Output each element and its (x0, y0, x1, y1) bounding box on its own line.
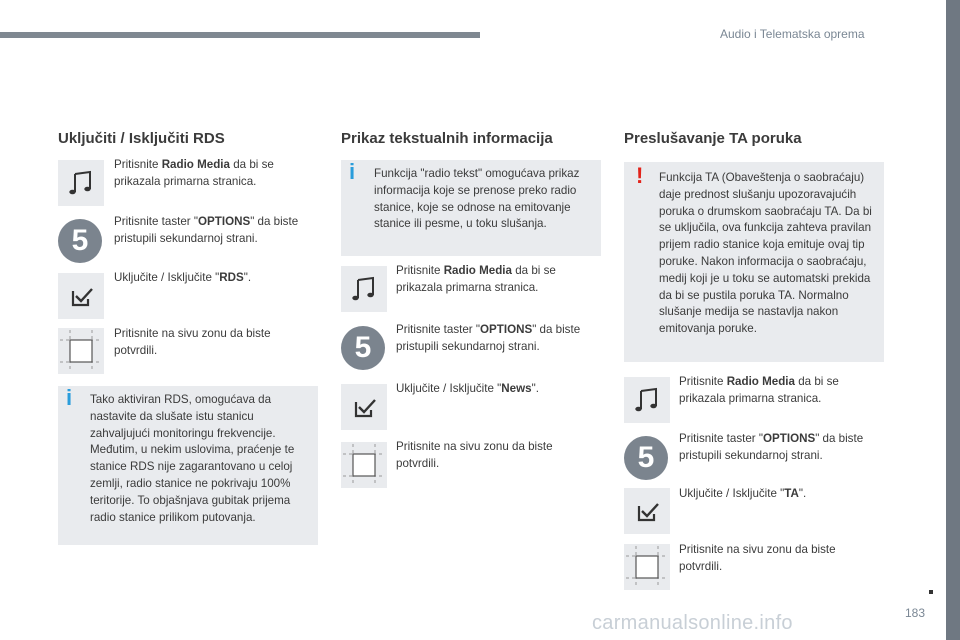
col3-step-number-badge: 5 (624, 436, 668, 480)
col1-toggle-icon-box (58, 273, 104, 319)
music-note-icon (66, 168, 96, 198)
col2-info-box (341, 160, 601, 256)
grey-zone-frame-icon (341, 442, 387, 488)
col1-step3-text: Uključite / Isključite "RDS". (114, 271, 252, 284)
col2-media-icon-box (341, 266, 387, 312)
col2-confirm-icon-box (341, 442, 387, 488)
col1-media-icon-box (58, 160, 104, 206)
col3-toggle-icon-box (624, 488, 670, 534)
col2-info-text: Funkcija "radio tekst" omogućava prikaz informacija koje se prenose preko radio stanice, koje se odnose na emitovanje stanice ili pesme, u toku slušanja. (374, 167, 580, 231)
col3-heading: Preslušavanje TA poruka (624, 130, 802, 147)
col3-step1-text: Pritisnite Radio Media da bi se prikazala primarna stranica. (679, 375, 839, 405)
col3-warning-box (624, 162, 884, 362)
info-icon: i (349, 159, 356, 184)
col1-step1-text: Pritisnite Radio Media da bi se prikazala primarna stranica. (114, 158, 274, 188)
col2-step4-text: Pritisnite na sivu zonu da biste potvrdili. (396, 440, 553, 470)
checkbox-check-icon (632, 496, 662, 526)
col1-step2-text: Pritisnite taster "OPTIONS" da biste pristupili sekundarnoj strani. (114, 215, 299, 245)
watermark: carmanualsonline.info (592, 612, 793, 634)
col3-step2-text: Pritisnite taster "OPTIONS" da biste pristupili sekundarnoj strani. (679, 432, 864, 462)
grey-zone-frame-icon (624, 544, 670, 590)
col2-heading: Prikaz tekstualnih informacija (341, 130, 553, 147)
col2-toggle-icon-box (341, 384, 387, 430)
col1-info-text: Tako aktiviran RDS, omogućava da nastavite da slušate istu stanicu zahvaljujući monitoringu frekvencije. Međutim, u nekim uslovima, praćenje te stanice RDS nije zagarantovano u celoj zemlji, radio stanice ne pokrivaju 100% teritorije. To objašnjava gubitak prijema radio stanice prilikom putovanja. (90, 393, 295, 524)
top-divider-bar (0, 32, 480, 38)
col1-info-box (58, 386, 318, 545)
col3-warning-text: Funkcija TA (Obaveštenja o saobraćaju) daje prednost slušanju upozoravajućih poruka o drumskom saobraćaju TA. Da bi se uključila, ova funkcija zahteva pravilan prijem radio stanice koja emituje ovaj tip poruke. Nakon informacija o saobraćaju, medij koji je u toku se automatski prekida da bi se pustila poruka TA. Normalno slušanje medija se nastavlja nakon emitovanja poruke. (659, 171, 872, 336)
col3-step3-text: Uključite / Isključite "TA". (679, 487, 807, 500)
side-strip (946, 0, 960, 640)
page-dot (929, 590, 933, 594)
page-number: 183 (905, 606, 926, 620)
col2-step2-text: Pritisnite taster "OPTIONS" da biste pristupili sekundarnoj strani. (396, 323, 581, 353)
warning-icon: ! (636, 163, 644, 188)
col1-step4-text: Pritisnite na sivu zonu da biste potvrdili. (114, 327, 271, 357)
col1-step-number-badge: 5 (58, 219, 102, 263)
checkbox-check-icon (349, 392, 379, 422)
grey-zone-frame-icon (58, 328, 104, 374)
music-note-icon (349, 274, 379, 304)
col3-confirm-icon-box (624, 544, 670, 590)
col2-step1-text: Pritisnite Radio Media da bi se prikazala primarna stranica. (396, 264, 556, 294)
col1-heading: Uključiti / Isključiti RDS (58, 130, 225, 147)
music-note-icon (632, 385, 662, 415)
col2-step3-text: Uključite / Isključite "News". (396, 382, 539, 395)
col1-confirm-icon-box (58, 328, 104, 374)
col2-step-number-badge: 5 (341, 326, 385, 370)
info-icon: i (66, 385, 73, 410)
col3-media-icon-box (624, 377, 670, 423)
section-header-title: Audio i Telematska oprema (720, 27, 865, 41)
checkbox-check-icon (66, 281, 96, 311)
col3-step4-text: Pritisnite na sivu zonu da biste potvrdili. (679, 543, 836, 573)
